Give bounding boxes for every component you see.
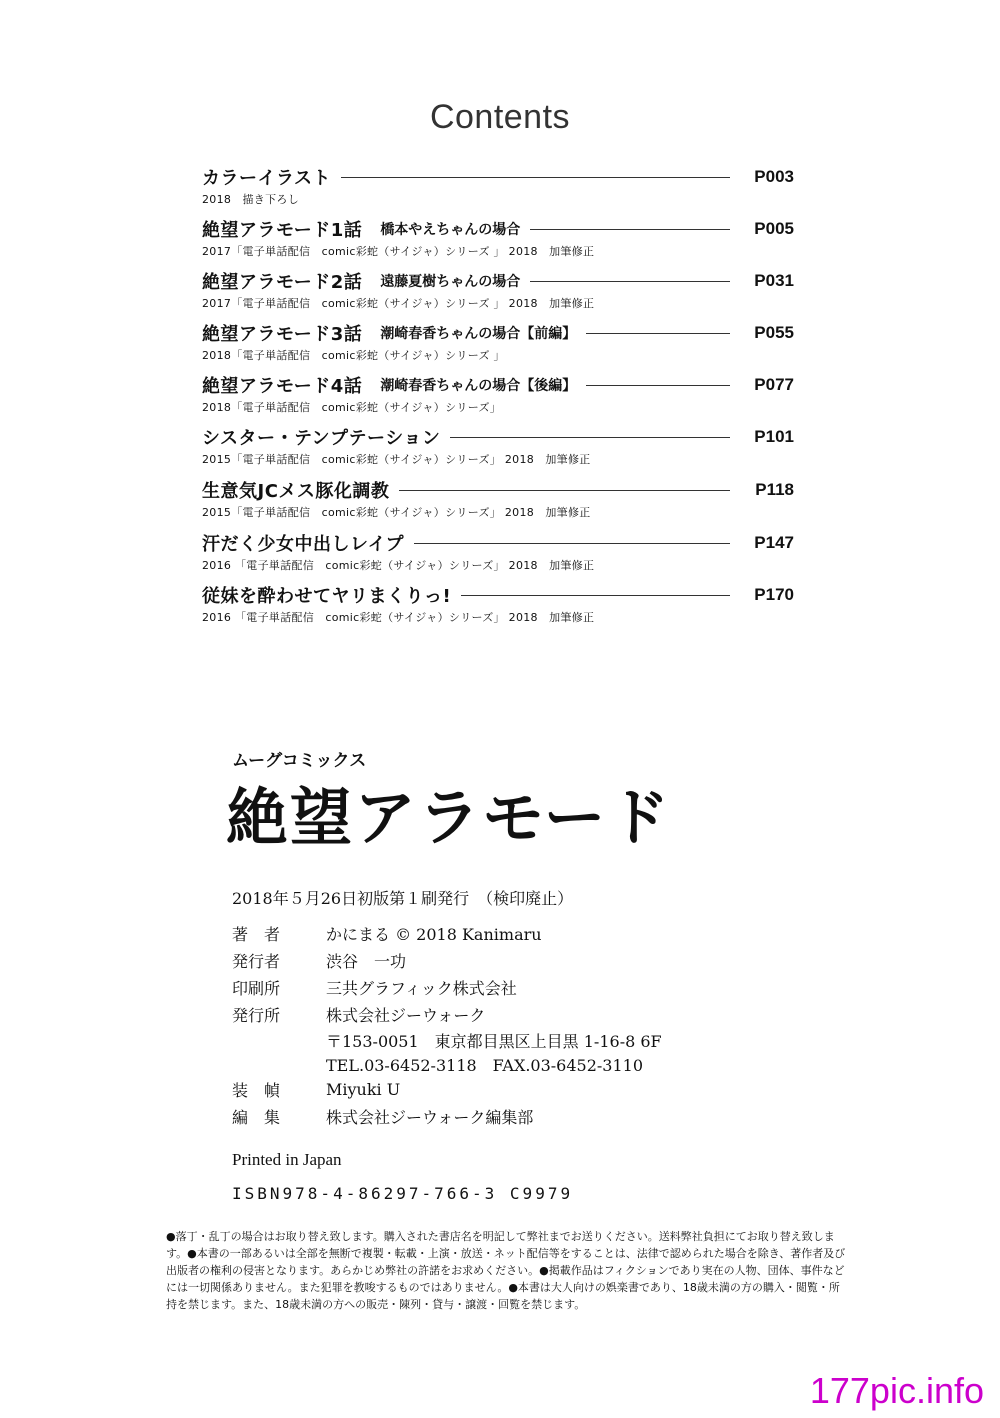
toc-entry: [202, 268, 794, 316]
colophon-value: 株式会社ジーウォーク: [326, 1006, 486, 1025]
contents-heading: Contents: [429, 98, 571, 136]
toc-entry: [202, 372, 794, 420]
colophon-value: 三共グラフィック株式会社: [326, 979, 517, 998]
toc-leader-line: [461, 595, 730, 596]
series-name: ムーグコミックス: [232, 751, 367, 771]
colophon-label: 発行所: [232, 1006, 281, 1025]
toc-entry-page: P031: [754, 271, 794, 290]
toc-entry-note: 2018 描き下ろし: [202, 193, 299, 206]
colophon-label: 著 者: [232, 925, 281, 944]
colophon-label: 印刷所: [232, 979, 281, 998]
colophon-label: 発行者: [232, 952, 281, 971]
toc-leader-line: [586, 385, 730, 386]
toc-leader-line: [530, 281, 730, 282]
colophon-value: 渋谷 一功: [326, 952, 407, 971]
toc-entry-page: P005: [754, 219, 794, 238]
notice-line: す。●本書の一部あるいは全部を無断で複製・転載・上演・放送・ネット配信等をすることは、法律で認められた場合を除き、著作者及び: [166, 1247, 846, 1260]
toc-entry-note: 2016 「電子単話配信 comic彩蛇（サイジャ）シリーズ」 2018 加筆修正: [202, 559, 595, 572]
toc-entry-note: 2015「電子単話配信 comic彩蛇（サイジャ）シリーズ」 2018 加筆修正: [202, 506, 591, 519]
colophon-value: かにまる © 2018 Kanimaru: [326, 925, 542, 944]
toc-entry-page: P077: [754, 375, 794, 394]
legal-notice: [166, 1228, 846, 1313]
toc-leader-line: [586, 333, 730, 334]
toc-entry-page: P003: [754, 167, 794, 186]
watermark: 177pic.info: [809, 1370, 984, 1411]
book-title: 絶望アラモード: [226, 781, 672, 854]
toc-entry: [202, 477, 794, 525]
colophon-row-printer: [232, 974, 662, 1001]
toc-entry-subtitle: 橋本やえちゃんの場合: [380, 222, 521, 238]
toc-entry-note: 2017「電子単話配信 comic彩蛇（サイジャ）シリーズ 」 2018 加筆修正: [202, 297, 595, 310]
toc-leader-line: [399, 490, 730, 491]
colophon: [232, 886, 662, 1130]
colophon-value: 株式会社ジーウォーク編集部: [326, 1108, 534, 1127]
toc-entry-title: シスター・テンプテーション: [202, 428, 441, 449]
colophon-row-publisher: [232, 1001, 662, 1028]
colophon-row-address: [232, 1028, 662, 1052]
toc-entry-note: 2017「電子単話配信 comic彩蛇（サイジャ）シリーズ 」 2018 加筆修正: [202, 245, 595, 258]
colophon-row-design: [232, 1076, 662, 1103]
colophon-row-publisher-person: [232, 947, 662, 974]
toc-entry-note: 2015「電子単話配信 comic彩蛇（サイジャ）シリーズ」 2018 加筆修正: [202, 453, 591, 466]
toc-entry-page: P101: [754, 427, 794, 446]
toc-entry-title: 生意気JCメス豚化調教: [202, 481, 390, 502]
toc-entry: [202, 216, 794, 264]
toc-entry-title: 絶望アラモード4話: [202, 376, 363, 397]
toc-leader-line: [450, 437, 730, 438]
printed-in: Printed in Japan: [232, 1150, 342, 1169]
notice-line: ●落丁・乱丁の場合はお取り替え致します。購入された書店名を明記して弊社までお送りください。送料弊社負担にてお取り替え致しま: [166, 1230, 835, 1243]
isbn: ISBN978-4-86297-766-3 C9979: [232, 1184, 574, 1203]
toc-leader-line: [530, 229, 730, 230]
toc-entry-note: 2018「電子単話配信 comic彩蛇（サイジャ）シリーズ」: [202, 401, 502, 414]
toc-entry-page: P170: [754, 585, 794, 604]
toc-entry-subtitle: 遠藤夏樹ちゃんの場合: [380, 274, 521, 290]
toc-entry-note: 2018「電子単話配信 comic彩蛇（サイジャ）シリーズ 」: [202, 349, 505, 362]
publisher-phone: TEL.03-6452-3118 FAX.03-6452-3110: [326, 1055, 644, 1075]
toc-entry-title: 従妹を酔わせてヤリまくりっ!: [202, 586, 452, 607]
toc-entry: [202, 582, 794, 630]
publisher-address: 〒153-0051 東京都目黒区上目黒 1-16-8 6F: [326, 1031, 662, 1051]
toc-entry: [202, 424, 794, 472]
toc-leader-line: [414, 543, 730, 544]
colophon-value: Miyuki U: [326, 1080, 401, 1099]
toc-entry-page: P118: [755, 480, 794, 499]
toc-entry-note: 2016 「電子単話配信 comic彩蛇（サイジャ）シリーズ」 2018 加筆修正: [202, 611, 595, 624]
toc-entry: [202, 164, 794, 212]
toc-entry-title: 絶望アラモード1話: [202, 220, 363, 241]
notice-line: には一切関係ありません。また犯罪を教唆するものではありません。●本書は大人向けの娯楽書であり、18歳未満の方の購入・閲覧・所: [166, 1281, 840, 1294]
colophon-row-author: [232, 920, 662, 947]
colophon-row-editor: [232, 1103, 662, 1130]
toc-entry: [202, 530, 794, 578]
toc-leader-line: [341, 177, 730, 178]
toc-entry-subtitle: 潮崎春香ちゃんの場合【前編】: [380, 326, 577, 342]
toc-entry-title: 汗だく少女中出しレイプ: [202, 534, 405, 555]
colophon-label: 編 集: [232, 1108, 281, 1127]
toc-entry-page: P147: [754, 533, 794, 552]
toc-entry: [202, 320, 794, 368]
notice-line: 出版者の権利の侵害となります。あらかじめ弊社の許諾をお求めください。●掲載作品はフィクションであり実在の人物、団体、事件など: [166, 1264, 845, 1277]
colophon-label: 装 幀: [232, 1081, 281, 1100]
toc-entry-title: 絶望アラモード3話: [202, 324, 363, 345]
first-edition-date: 2018年５月26日初版第１刷発行 （検印廃止）: [232, 889, 574, 908]
toc-entry-title: カラーイラスト: [202, 168, 331, 189]
toc-entry-page: P055: [754, 323, 794, 342]
toc-entry-title: 絶望アラモード2話: [202, 272, 363, 293]
notice-line: 持を禁じます。また、18歳未満の方への販売・陳列・貸与・譲渡・回覧を禁じます。: [166, 1298, 586, 1311]
toc-entry-subtitle: 潮崎春香ちゃんの場合【後編】: [380, 378, 577, 394]
colophon-row-phone: [232, 1052, 662, 1076]
